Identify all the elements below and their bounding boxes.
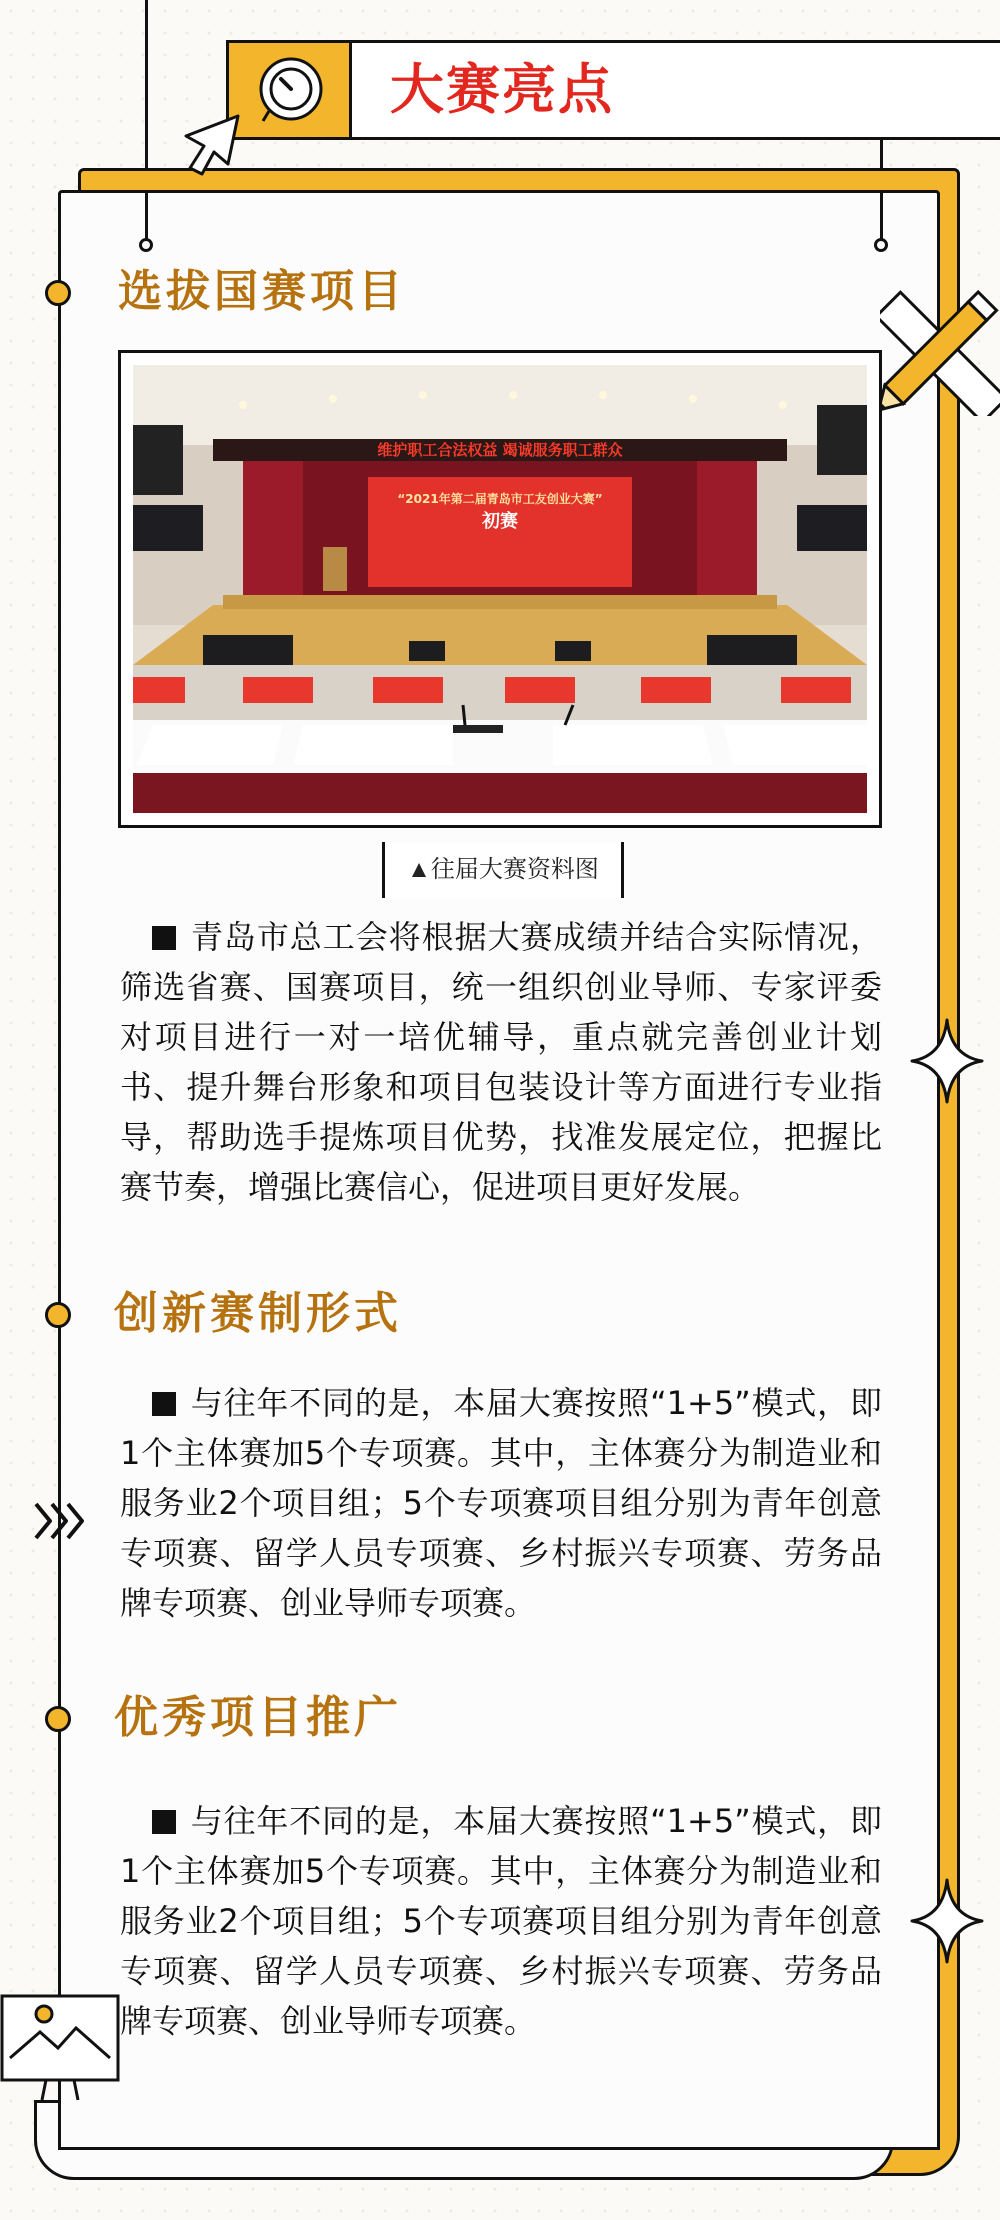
string-left-over	[145, 190, 148, 242]
square-bullet-icon	[152, 926, 176, 950]
cursor-arrow-icon	[178, 112, 248, 178]
ruler-pencil-icon	[880, 286, 1000, 416]
timeline-dot	[45, 280, 71, 306]
section-body	[120, 1378, 882, 1628]
sparkle-icon	[910, 1878, 984, 1964]
chevrons-right-icon	[32, 1500, 98, 1542]
timeline-dot	[45, 1302, 71, 1328]
section-heading: 创新赛制形式	[114, 1288, 402, 1339]
section-body	[120, 912, 882, 1212]
section-body-text: 青岛市总工会将根据大赛成绩并结合实际情况，筛选省赛、国赛项目，统一组织创业导师、专家评委对项目进行一对一培优辅导，重点就完善创业计划书、提升舞台形象和项目包装设计等方面进行专业指导，帮助选手提炼项目优势，找准发展定位，把握比赛节奏，增强比赛信心，促进项目更好发展。	[120, 918, 882, 1206]
photo-screen-subtitle: 初赛	[482, 511, 518, 532]
string-right-knot-over	[874, 238, 888, 252]
square-bullet-icon	[152, 1810, 176, 1834]
section-heading: 选拔国赛项目	[118, 266, 406, 317]
section-body-text: 与往年不同的是，本届大赛按照“1+5”模式，即1个主体赛加5个专项赛。其中，主体赛分为制造业和服务业2个项目组；5个专项赛项目组分别为青年创意专项赛、留学人员专项赛、乡村振兴专项赛、劳务品牌专项赛、创业导师专项赛。	[120, 1384, 882, 1622]
picture-board-icon	[0, 1992, 124, 2102]
photo-illustration	[133, 365, 867, 813]
section-body	[120, 1796, 882, 2046]
page-title: 大赛亮点	[390, 60, 614, 120]
sparkle-icon	[910, 1018, 984, 1104]
section-heading: 优秀项目推广	[114, 1692, 402, 1743]
square-bullet-icon	[152, 1392, 176, 1416]
photo-caption: ▲往届大赛资料图	[382, 842, 624, 898]
string-left-knot-over	[139, 238, 153, 252]
photo-screen-title: “2021年第二届青岛市工友创业大赛”	[397, 492, 603, 506]
timeline-dot	[45, 1706, 71, 1732]
section-body-text: 与往年不同的是，本届大赛按照“1+5”模式，即1个主体赛加5个专项赛。其中，主体赛分为制造业和服务业2个项目组；5个专项赛项目组分别为青年创意专项赛、留学人员专项赛、乡村振兴专项赛、劳务品牌专项赛、创业导师专项赛。	[120, 1802, 882, 2040]
photo-banner-text: 维护职工合法权益 竭诚服务职工群众	[377, 441, 623, 459]
event-photo	[118, 350, 882, 828]
string-right-over	[880, 190, 883, 242]
